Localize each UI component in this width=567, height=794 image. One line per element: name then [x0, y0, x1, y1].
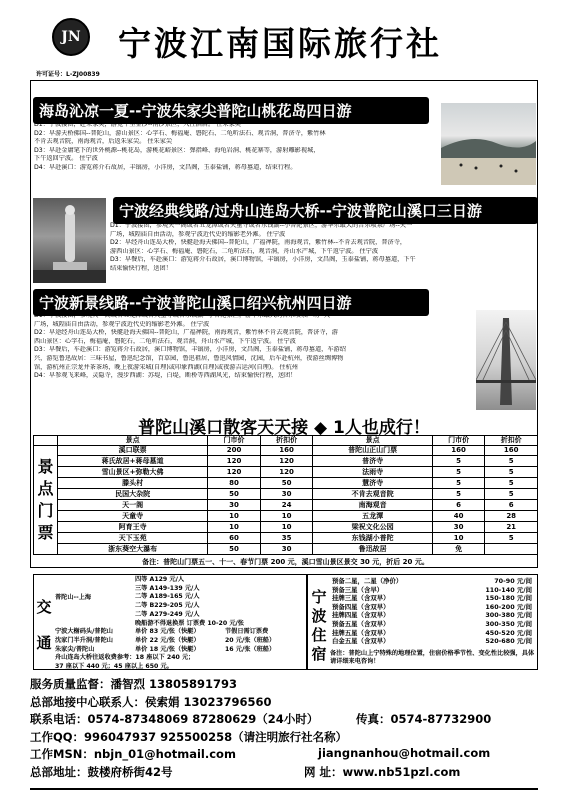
table-cell: 50 — [208, 489, 261, 500]
table-cell: 天一阁 — [58, 500, 208, 511]
table-row — [34, 478, 538, 489]
hotel-price: 300-380 元/间 — [485, 611, 532, 620]
table-cell: 30 — [260, 489, 313, 500]
itinerary-line: 结束愉快行程，送团！ — [110, 264, 172, 272]
itinerary-line: D4：早参观飞来峰，灵隐寺，漫步西湖：苏堤，白堤，断桥等西湖风光，结束愉快行程，送团！ — [34, 372, 297, 380]
hotel-label-char: 宿 — [311, 645, 327, 663]
table-row — [34, 467, 538, 478]
column-header: 折扣价 — [260, 436, 313, 446]
table-cell: 浙东葵空大瀑布 — [58, 543, 208, 554]
table-cell: 10 — [432, 533, 485, 544]
table-cell: 5 — [432, 456, 485, 467]
supervisor-line: 服务质量监督：潘智烈 13805891793 — [30, 677, 238, 691]
table-cell: 雪山景区+弥勒大佛 — [58, 467, 208, 478]
table-cell: 120 — [260, 467, 313, 478]
hotel-price: 110-140 元/间 — [485, 585, 532, 594]
table-cell: 普济寺 — [313, 456, 432, 467]
table-cell: 30 — [432, 522, 485, 533]
hotel-note: 备注：普陀山上宁特殊的地理位置，住宿价格季节性、变化性比较强，具体请详细来电咨询！ — [330, 650, 535, 665]
table-cell: 南海观音 — [313, 500, 432, 511]
hotel-label-char: 宁 — [311, 588, 327, 606]
table-cell: 溪口联票 — [58, 445, 208, 456]
hotel-row — [330, 620, 534, 629]
route-slow: 节假日需订票费 — [225, 628, 269, 636]
column-header: 折扣价 — [485, 436, 538, 446]
hotel-price: 160-200 元/间 — [485, 602, 532, 611]
table-cell — [485, 543, 538, 554]
table-row — [34, 456, 538, 467]
hotel-label-char: 住 — [311, 626, 327, 644]
table-row — [34, 511, 538, 522]
table-cell: 30 — [208, 500, 261, 511]
itinerary-line: 馆，游杭州正宗龙井茶茶场，晚上夜游宋城(自理)或印象西湖(自理)或夜游吉运河(自理)。 住杭州 — [34, 363, 298, 371]
itinerary-line: D3：早餐后，车赴溪口：游览蒋介石故居，溪口博物馆，丰镐房，小洋房，文昌阁，玉泰盐铺，蒋母墓道，车游绍 — [34, 346, 346, 354]
table-cell: 28 — [485, 511, 538, 522]
table-row — [34, 543, 538, 554]
scenic-note: 备注：普陀山门票五一、十一、春节门票 200 元，溪口雪山景区景交 30 元，折后 20 元。 — [142, 558, 429, 566]
company-logo: JN — [52, 18, 90, 56]
itinerary-line: 兴，游览鲁迅故居：三味书屋，鲁迅纪念馆，百草园，鲁迅祖居，鲁迅风情园，沈园，后车赴杭州，夜游丝绸博物 — [34, 354, 344, 362]
tour2-title[interactable]: 宁波经典线路/过舟山连岛大桥--宁波普陀山溪口三日游 — [113, 197, 538, 224]
scenic-label-char: 门 — [37, 500, 54, 520]
manager-line: 总部地接中心联系人：侯索娟 13023796560 — [30, 695, 272, 709]
itinerary-line: D3：早赴金庸笔下的世外桃源--桃花岛，游桃花峪景区：弹指峰、海龟岩洞、桃花寨等，游射雕影视城， — [34, 146, 320, 154]
table-cell: 民国大杂院 — [58, 489, 208, 500]
scenic-side-label — [34, 445, 58, 555]
hotel-price: 150-180 元/间 — [485, 594, 532, 603]
itinerary-line: D1：宁波接团，赴朱家尖，游览十里金沙--南沙景区，入住酒店。 住朱家尖 — [34, 121, 241, 128]
table-cell: 160 — [432, 445, 485, 456]
hotel-grade: 挂牌四星（含双早） — [332, 611, 390, 620]
hotel-price: 450-520 元/间 — [485, 628, 532, 637]
table-cell: 160 — [260, 445, 313, 456]
table-cell: 50 — [260, 478, 313, 489]
route-slow: 20 元/张（班船） — [225, 636, 276, 644]
hotel-grade: 预备二星，二星（净价） — [332, 577, 403, 585]
table-cell: 120 — [208, 467, 261, 478]
bridge-toll-note-2: 37 座以下 440 元；45 座以上 650 元。 — [55, 663, 173, 671]
table-row — [34, 489, 538, 500]
hotel-price-table — [330, 577, 534, 646]
bridge-art — [476, 310, 536, 410]
website-line[interactable]: 网 址：www.nb51pzl.com — [304, 765, 461, 779]
table-cell: 35 — [260, 533, 313, 544]
column-header: 门市价 — [208, 436, 261, 446]
table-cell: 滕头村 — [58, 478, 208, 489]
hotel-price: 70-90 元/间 — [494, 577, 532, 585]
hotel-row — [330, 577, 534, 586]
tour3-title[interactable]: 宁波新景线路--宁波普陀山溪口绍兴杭州四日游 — [33, 289, 429, 316]
scenic-ticket-table — [33, 435, 538, 555]
statue-art — [33, 198, 106, 283]
permit-number: 许可证号：L-ZJ00839 — [36, 71, 100, 78]
table-row — [34, 533, 538, 544]
table-cell: 普陀山正山门票 — [313, 445, 432, 456]
table-cell: 天下玉苑 — [58, 533, 208, 544]
hotel-row — [330, 586, 534, 595]
scenic-label-char: 票 — [37, 522, 54, 542]
hotel-row — [330, 637, 534, 646]
table-header-row — [34, 436, 538, 446]
table-cell: 阿育王寺 — [58, 522, 208, 533]
table-cell: 5 — [432, 478, 485, 489]
daily-departure-slogan: 普陀山溪口散客天天接 ◆ 1人也成行！ — [138, 418, 430, 438]
table-cell: 160 — [485, 445, 538, 456]
table-cell: 10 — [260, 522, 313, 533]
qq-line: 工作QQ：996047937 925500258（请注明旅行社名称） — [30, 730, 348, 744]
scenic-table-body — [34, 445, 538, 555]
itinerary-line: D2：早经舟山连岛大桥，快艇赴海天佛国--普陀山，广福禅院，南海观音，紫竹林--不肯去观音院，普济寺， — [110, 239, 407, 247]
route-name: 宁波大榭码头/普陀山 — [55, 628, 113, 636]
table-cell: 200 — [208, 445, 261, 456]
bridge-photo — [476, 310, 536, 410]
table-cell: 10 — [208, 511, 261, 522]
table-cell: 五龙潭 — [313, 511, 432, 522]
itinerary-line: 广场，城隍庙自由活动，参观宁波近代史的缩影老外滩。 住宁波 — [110, 230, 286, 238]
table-cell: 10 — [260, 511, 313, 522]
table-cell: 60 — [208, 533, 261, 544]
table-cell: 东钱湖小普陀 — [313, 533, 432, 544]
table-row — [34, 500, 538, 511]
hotel-row — [330, 629, 534, 638]
scenic-label-char: 点 — [37, 478, 54, 498]
guanyin-statue-photo — [33, 198, 106, 283]
transport-details — [55, 576, 305, 671]
route-name: 沈家门半升洞/普陀山 — [55, 636, 113, 644]
table-row — [34, 522, 538, 533]
table-cell: 6 — [432, 500, 485, 511]
beach-photo-art — [441, 103, 536, 185]
bottom-rule — [30, 788, 538, 790]
table-cell: 法雨寺 — [313, 467, 432, 478]
table-cell: 120 — [208, 456, 261, 467]
itinerary-line: D2：早游天桥佛国--普陀山，游山景区：心字石、梅福庵、磐陀石、二龟听法石、观音洞，普济寺，紫竹林 — [34, 129, 326, 137]
itinerary-line: D1：宁波接团，参观天一阁或者五龙潭或者天童寺或者东钱湖--小普陀景区，游华东最大的音乐喷泉广场--天一 — [34, 312, 337, 319]
table-cell: 21 — [485, 522, 538, 533]
fare-item: 二等 A189-165 元/人 — [135, 593, 200, 601]
table-cell: 6 — [485, 500, 538, 511]
hotel-price: 300-350 元/间 — [485, 619, 532, 628]
tour1-title[interactable]: 海岛沁凉一夏--宁波朱家尖普陀山桃花岛四日游 — [33, 97, 429, 124]
table-cell: 免 — [432, 543, 485, 554]
route-fast: 单价 22 元/张（快艇） — [135, 636, 200, 644]
table-cell: 120 — [260, 456, 313, 467]
route-name: 朱家尖/普陀山 — [55, 645, 95, 653]
hotel-grade: 白金五星（含双早） — [332, 637, 390, 646]
address-line: 总部地址：鼓楼府桥街42号 — [30, 765, 173, 779]
tour2-itinerary — [110, 222, 538, 274]
table-cell: 慧济寺 — [313, 478, 432, 489]
itinerary-line: D4：早赴溪口：游览蒋介石故居，丰镐房，小洋房，文昌阁，玉泰盐铺，蒋母墓道，结束行程。 — [34, 163, 297, 171]
hotel-row — [330, 611, 534, 620]
fax-line: 传真：0574-87732900 — [356, 712, 492, 726]
route-row — [55, 628, 305, 637]
itinerary-line: 广场，城隍庙自由活动，参观宁波近代史的缩影老外滩。 住宁波 — [34, 320, 210, 328]
phone-line: 联系电话：0574-87348069 87280629（24小时） — [30, 712, 319, 726]
table-cell: 5 — [432, 489, 485, 500]
hotel-grade: 挂牌三星（含双早） — [332, 594, 390, 603]
itinerary-line: 下午返回宁波。 住宁波 — [34, 155, 98, 163]
fare-item: 三等 A149-139 元/人 — [135, 584, 200, 592]
tour3-itinerary — [34, 312, 474, 381]
scenic-label-char: 景 — [37, 456, 54, 476]
table-cell: 50 — [208, 543, 261, 554]
itinerary-line: 西山景区：心字石，梅福庵，磐陀石，二龟听法石，观音洞，舟山水产城，下午返宁波。 住宁波 — [34, 337, 296, 345]
table-cell: 天童寺 — [58, 511, 208, 522]
fare-list — [135, 576, 235, 620]
itinerary-line: D2：早途经舟山连岛大桥，快艇赴海天佛国--普陀山，广福禅院，南海观音，紫竹林不肯去观音院，普济寺，游 — [34, 329, 338, 337]
column-header: 门市价 — [432, 436, 485, 446]
transport-label-2: 通 — [36, 634, 52, 652]
table-cell: 40 — [432, 511, 485, 522]
hotel-price: 520-680 元/间 — [485, 637, 532, 646]
route-fast: 单价 83 元/张（快艇） — [135, 628, 200, 636]
table-cell: 5 — [485, 467, 538, 478]
table-cell: 10 — [208, 522, 261, 533]
email-line[interactable]: jiangnanhou@hotmail.com — [318, 746, 491, 760]
hotel-grade: 挂牌五星（含双早） — [332, 628, 390, 637]
fare-item: 二等 B229-205 元/人 — [135, 602, 200, 610]
msn-line[interactable]: 工作MSN：nbjn_01@hotmail.com — [30, 747, 236, 761]
table-row — [34, 445, 538, 456]
hotel-row — [330, 594, 534, 603]
booking-note: 晚船游不得退换票 订票费 10-20 元/张 — [135, 619, 244, 627]
itinerary-line: D1：宁波接团，参观天一阁或者五龙潭或者天童寺或者东钱湖--小普陀景区，游华东最大的音乐喷泉广场--天一 — [110, 222, 413, 229]
fare-item: 四等 A129 元/人 — [135, 576, 185, 583]
table-cell: 24 — [260, 500, 313, 511]
route-slow: 16 元/张（班船） — [225, 645, 276, 653]
fare-item: 二等 A279-249 元/人 — [135, 610, 200, 618]
table-cell: 蒋氏故居+蒋母墓道 — [58, 456, 208, 467]
table-cell: 30 — [260, 543, 313, 554]
route-fast: 单价 18 元/张（快艇） — [135, 645, 200, 653]
beach-photo — [441, 103, 536, 185]
table-cell: 5 — [432, 467, 485, 478]
hotel-table-body — [330, 577, 534, 646]
table-cell: 5 — [485, 478, 538, 489]
hotel-grade: 预备五星（含双早） — [332, 619, 390, 628]
table-cell: 梁祝文化公园 — [313, 522, 432, 533]
itinerary-line: 游西山景区：心字石、梅福庵、磐陀石，二龟听法石，观音洞，舟山水产城，下午返宁波。 住宁波 — [110, 247, 379, 255]
itinerary-line: D3：早餐后，车赴溪口：游览蒋介石故居，溪口博物馆，丰镐房，小洋房，文昌阁，玉泰盐铺，蒋母墓道，下午 — [110, 256, 416, 264]
transport-label-1: 交 — [36, 598, 52, 616]
hotel-side-label — [310, 588, 328, 664]
table-cell: 80 — [208, 478, 261, 489]
tour1-itinerary — [34, 121, 437, 173]
hotel-grade: 预备四星（含双早） — [332, 602, 390, 611]
table-cell: 5 — [485, 533, 538, 544]
side-header-blank — [34, 436, 58, 446]
column-header: 景点 — [313, 436, 432, 446]
table-cell: 5 — [485, 489, 538, 500]
hotel-label-char: 波 — [311, 607, 327, 625]
bridge-toll-note: 舟山连岛大桥往返收费参考：18 座以下 240 元； — [55, 654, 195, 662]
route-label: 普陀山--上海 — [55, 594, 92, 601]
itinerary-line: 不肯去观音院，南海观音，后返朱家尖。 住朱家尖 — [34, 138, 173, 146]
company-name: 宁波江南国际旅行社 — [118, 24, 442, 63]
hotel-grade: 预备三星（含早） — [332, 585, 384, 594]
column-header: 景点 — [58, 436, 208, 446]
route-row — [55, 637, 305, 646]
table-cell: 不肯去观音院 — [313, 489, 432, 500]
table-cell: 鲁迅故居 — [313, 543, 432, 554]
table-cell: 5 — [485, 456, 538, 467]
